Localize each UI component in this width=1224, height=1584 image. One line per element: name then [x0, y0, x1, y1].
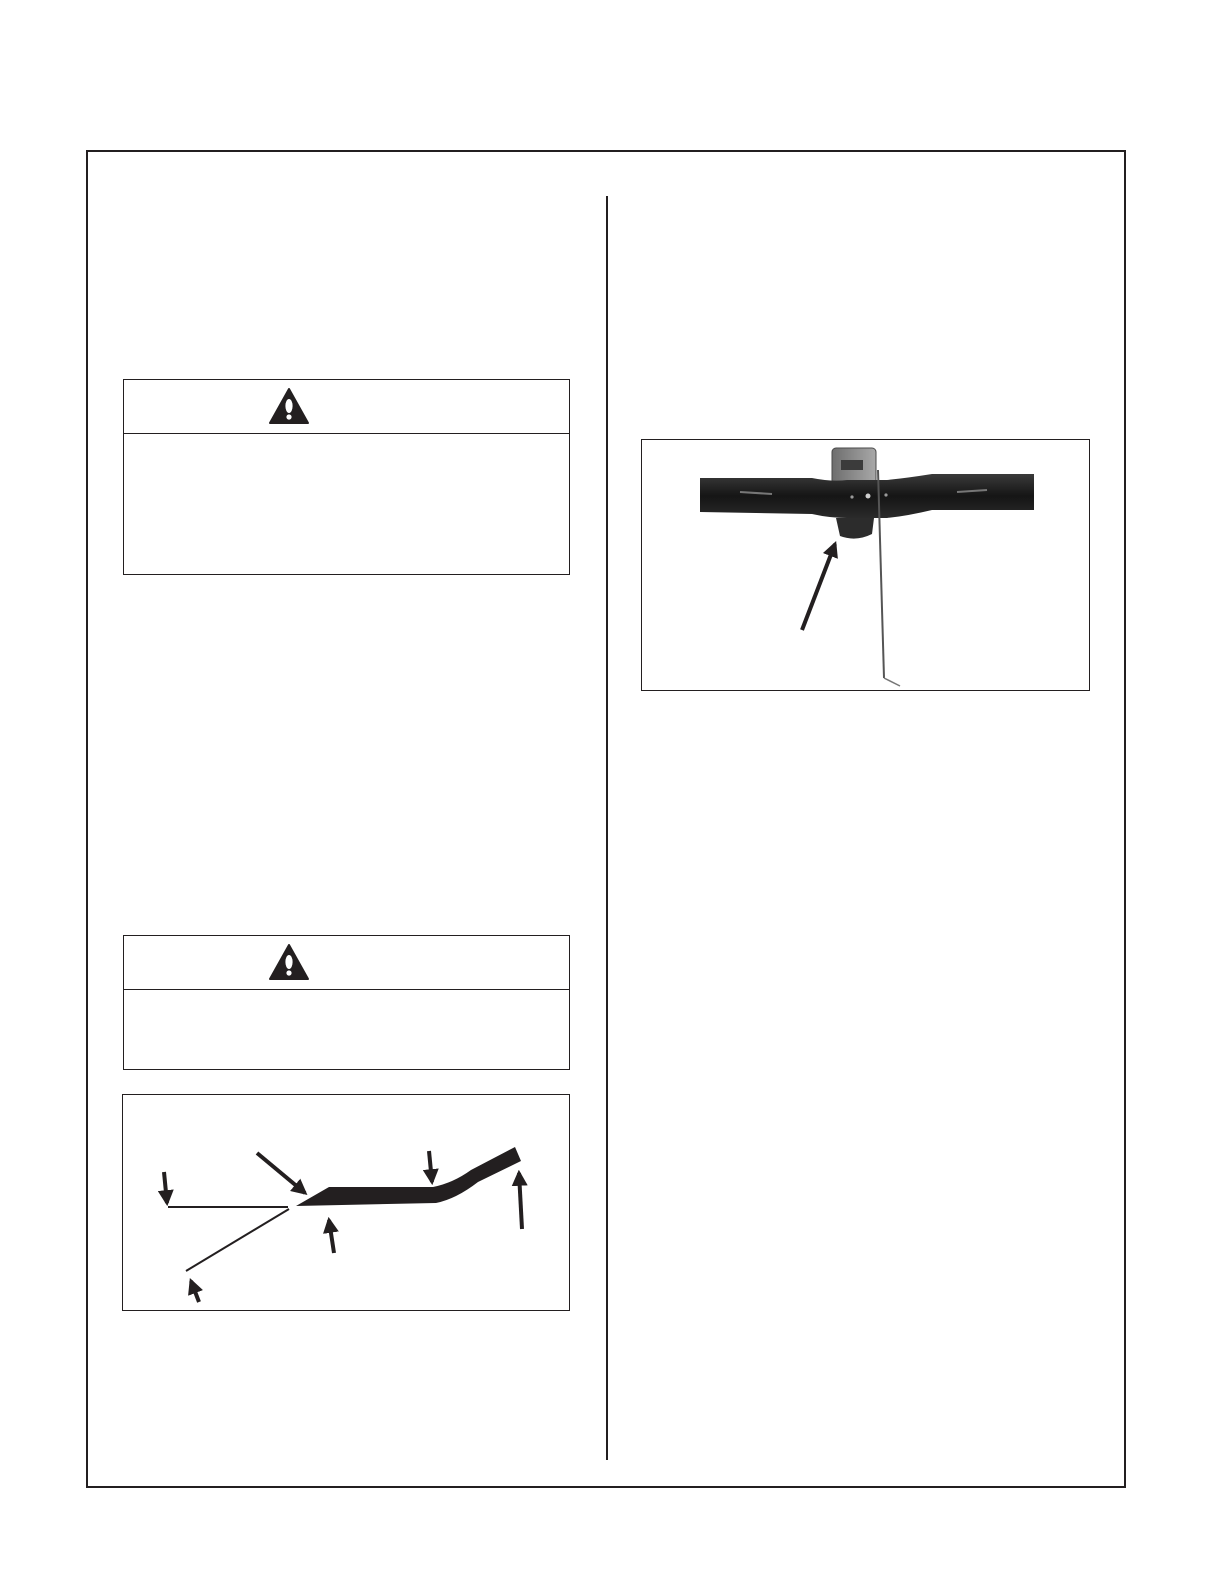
arrow-icon: [802, 544, 835, 630]
arrow-icon: [519, 1173, 522, 1229]
blade-diagram: [123, 1095, 570, 1311]
warning-header: [124, 380, 569, 434]
warning-triangle-icon: [268, 387, 310, 425]
arrow-icon: [164, 1172, 167, 1203]
arrow-icon: [191, 1281, 199, 1302]
warning-header: [124, 936, 569, 990]
column-divider: [606, 196, 608, 1460]
warning-triangle-icon: [268, 943, 310, 981]
arrow-icon: [329, 1220, 334, 1253]
blade-profile: [296, 1147, 521, 1206]
blade-balancer-illustration: [642, 440, 1090, 691]
blade-diagram-figure: [122, 1094, 570, 1311]
blade-balancer-photo: [641, 439, 1090, 691]
warning-box: [123, 935, 570, 1070]
reference-line-angle: [186, 1209, 289, 1271]
arrow-icon: [429, 1151, 432, 1182]
balancer-hub: [836, 518, 874, 539]
arrow-icon: [257, 1153, 305, 1193]
warning-box: [123, 379, 570, 575]
